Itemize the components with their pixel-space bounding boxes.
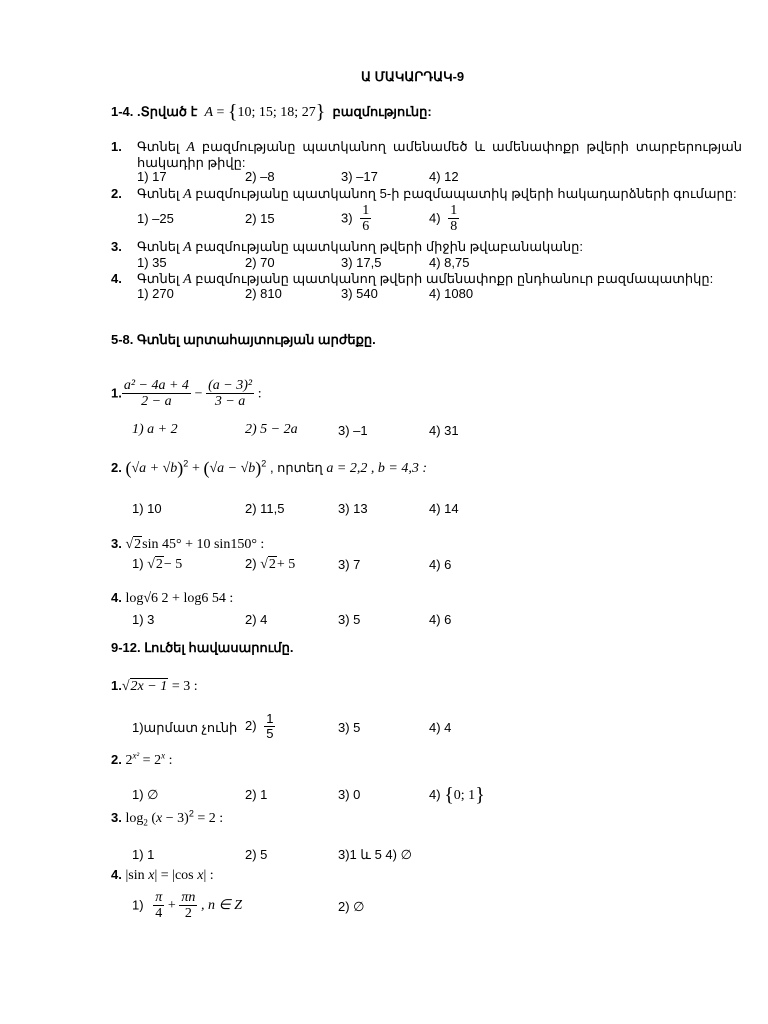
option[interactable]: 1) $\frac{\pi}{4}$ + $\frac{\pi n}{2}$ , n ∈ Z bbox=[132, 890, 242, 922]
question-2-number: 2. bbox=[111, 186, 122, 201]
option[interactable]: 1) 1 bbox=[132, 847, 155, 862]
question-2-text-a: Գտնել bbox=[137, 186, 180, 201]
option[interactable]: 4) 6 bbox=[429, 612, 452, 627]
option[interactable]: 4) 8,75 bbox=[429, 255, 470, 270]
question-number: 4. bbox=[111, 867, 122, 882]
question-4-text: Գտնել A բազմությանը պատկանող թվերի ամենափոքր ընդհանուր բազմապատիկը: bbox=[137, 271, 714, 287]
fraction-denominator: 2 − a bbox=[141, 394, 172, 410]
option-label: 2) 5 − 2a bbox=[245, 422, 298, 437]
fraction-denominator: 3 − a bbox=[214, 394, 246, 410]
option[interactable]: 4) 12 bbox=[429, 169, 459, 184]
option[interactable]: 2) 5 bbox=[245, 847, 268, 862]
fraction-denominator: 5 bbox=[266, 726, 274, 742]
option[interactable] bbox=[429, 203, 459, 235]
question-3-number: 3. bbox=[111, 239, 122, 254]
question-number: 3. bbox=[111, 536, 122, 551]
option-condition: , n ∈ Z bbox=[201, 897, 242, 913]
fraction-numerator: 1 bbox=[362, 203, 370, 218]
option[interactable]: 4) 14 bbox=[429, 501, 459, 516]
question-number: 2. bbox=[111, 459, 122, 475]
option[interactable]: 1) 17 bbox=[137, 169, 167, 184]
option[interactable]: 4) 4 bbox=[429, 720, 452, 735]
question-1-text-a: Գտնել bbox=[137, 139, 180, 154]
option[interactable]: 1) √2− 5 bbox=[132, 556, 183, 572]
option[interactable]: 1) –25 bbox=[137, 211, 174, 226]
option-label: 3) bbox=[341, 210, 353, 226]
question-number: 2. bbox=[111, 752, 122, 767]
question-4-text-b: բազմությանը պատկանող թվերի ամենափոքր ընդհանուր բազմապատիկը: bbox=[195, 271, 714, 286]
expression-end: : bbox=[257, 386, 262, 402]
fraction-numerator: 1 bbox=[266, 711, 274, 726]
option[interactable]: 2) 15 bbox=[245, 211, 275, 226]
expr-question-4 bbox=[111, 591, 233, 607]
expression-part-b: √a − √b bbox=[209, 460, 256, 476]
option[interactable]: 1) ∅ bbox=[132, 787, 159, 802]
fraction-denominator: 6 bbox=[362, 219, 370, 235]
eq-question-2: 2. $2^{x^2} = 2^x$ : bbox=[111, 750, 173, 768]
question-4-number: 4. bbox=[111, 271, 122, 286]
section-2-heading: 5-8. Գտնել արտահայտության արժեքը. bbox=[111, 332, 376, 347]
option[interactable]: 2) ∅ bbox=[338, 899, 365, 914]
option-label: 1) bbox=[132, 897, 144, 913]
option[interactable]: 3) 17,5 bbox=[341, 255, 382, 270]
option[interactable]: 3) –1 bbox=[338, 423, 368, 438]
option[interactable]: 3) 540 bbox=[341, 286, 378, 301]
option[interactable]: 3) 0 bbox=[338, 787, 361, 802]
option-label: 1) a + 2 bbox=[132, 422, 178, 437]
option[interactable]: 1) 3 bbox=[132, 612, 155, 627]
option-label: 2) bbox=[245, 718, 257, 734]
option[interactable]: 3) 13 bbox=[338, 501, 368, 516]
option[interactable]: 1)արմատ չունի bbox=[132, 720, 238, 735]
option-label: 1) bbox=[132, 556, 144, 571]
option[interactable]: 3) –17 bbox=[341, 169, 378, 184]
option[interactable]: 2) 1 bbox=[245, 787, 268, 802]
expression-part-a: √a + √b bbox=[131, 460, 178, 476]
radicand: 2x − 1 bbox=[130, 679, 168, 694]
fraction-numerator: a² − 4a + 4 bbox=[123, 378, 189, 393]
eq-question-1: 1.√2x − 1 = 3 : bbox=[111, 678, 198, 694]
option-label: 4) bbox=[429, 786, 441, 802]
section-1-heading-suffix: բազմությունը: bbox=[332, 103, 432, 119]
question-1-text: Գտնել A բազմությանը պատկանող ամենամեծ և ամենափոքր թվերի տարբերության հակադիր թիվը: bbox=[137, 139, 742, 171]
eq-question-3: 3. $\log_2 (x - 3)^2 = 2$ : bbox=[111, 808, 224, 828]
expr-question-1 bbox=[111, 378, 262, 410]
option-value: − 5 bbox=[163, 557, 183, 572]
question-number: 1. bbox=[111, 678, 122, 693]
section-1-heading: 1-4. .Տրված է A = {10; 15; 18; 27} բազմությունը: bbox=[111, 101, 432, 123]
option[interactable] bbox=[132, 422, 178, 438]
option[interactable]: 2) –8 bbox=[245, 169, 275, 184]
option[interactable]: 3) 5 bbox=[338, 612, 361, 627]
option-value: 0; 1 bbox=[453, 787, 476, 803]
where-text: , որտեղ bbox=[269, 459, 323, 475]
fraction-numerator: π bbox=[155, 890, 163, 905]
question-3-text-b: բազմությանը պատկանող թվերի միջին թվաբանականը: bbox=[195, 239, 583, 254]
fraction-denominator: 2 bbox=[184, 906, 192, 922]
eq-question-4: 4. |sin x| = |cos x| : bbox=[111, 867, 214, 883]
option[interactable] bbox=[245, 712, 275, 742]
option[interactable]: 4) 31 bbox=[429, 423, 459, 438]
section-3-heading: 9-12. Լուծել հավասարումը. bbox=[111, 640, 294, 655]
question-number: 3. bbox=[111, 810, 122, 825]
radicand: 2 bbox=[134, 537, 142, 552]
question-3-text: Գտնել A բազմությանը պատկանող թվերի միջին թվաբանականը: bbox=[137, 239, 583, 255]
page-title: Ա ՄԱԿԱՐԴԱԿ-9 bbox=[361, 69, 465, 84]
option-label: 4) bbox=[429, 210, 441, 226]
question-2-text-b: բազմությանը պատկանող 5-ի բազմապատիկ թվերի հակադարձների գումարը: bbox=[195, 186, 737, 201]
option[interactable]: 2) 810 bbox=[245, 286, 282, 301]
equation-rhs: = 3 : bbox=[171, 679, 198, 694]
option[interactable]: 2) 70 bbox=[245, 255, 275, 270]
fraction-numerator: (a − 3)² bbox=[208, 378, 253, 393]
option[interactable]: 1) 270 bbox=[137, 286, 174, 301]
expression: log√6 2 + log6 54 : bbox=[125, 591, 234, 606]
fraction-numerator: πn bbox=[181, 890, 196, 905]
option[interactable]: 4) {0; 1} bbox=[429, 784, 485, 806]
fraction-denominator: 4 bbox=[155, 906, 163, 922]
option[interactable]: 1) 35 bbox=[137, 255, 167, 270]
question-4-text-a: Գտնել bbox=[137, 271, 180, 286]
minus-sign: − bbox=[194, 386, 203, 402]
option[interactable]: 3) 7 bbox=[338, 557, 361, 572]
option[interactable]: 1) 10 bbox=[132, 501, 162, 516]
section-1-heading-prefix: 1-4. .Տրված է bbox=[111, 103, 198, 119]
fraction-numerator: 1 bbox=[450, 203, 458, 218]
option[interactable]: 2) 11,5 bbox=[245, 501, 285, 516]
expr-question-3: 3. √2sin 45° + 10 sin150° : bbox=[111, 536, 265, 552]
question-number: 4. bbox=[111, 590, 122, 605]
option[interactable]: 3) 5 bbox=[338, 720, 361, 735]
option[interactable]: 4) 6 bbox=[429, 557, 452, 572]
option[interactable]: 2) 4 bbox=[245, 612, 268, 627]
option-label: 2) bbox=[245, 556, 257, 571]
option[interactable]: 2) √2+ 5 bbox=[245, 556, 296, 572]
expression: sin 45° + 10 sin150° : bbox=[142, 537, 265, 552]
question-1-text-b: բազմությանը պատկանող ամենամեծ և ամենափոքր թվերի տարբերության հակադիր թիվը: bbox=[137, 139, 742, 171]
option-value: + 5 bbox=[276, 557, 296, 572]
expr-question-2: 2. $(√a + √b)^2 + (√a - √b)^2$ , որտեղ a = 2,2 , b = 4,3 : bbox=[111, 458, 427, 478]
question-1-number: 1. bbox=[111, 139, 122, 154]
option[interactable] bbox=[341, 203, 371, 235]
option[interactable]: 3)1 և 5 4) ∅ bbox=[338, 847, 412, 862]
fraction-denominator: 8 bbox=[450, 219, 458, 235]
option[interactable] bbox=[245, 422, 298, 438]
question-number: 1. bbox=[111, 385, 122, 401]
variable-values: a = 2,2 , b = 4,3 : bbox=[326, 460, 427, 476]
option[interactable]: 4) 1080 bbox=[429, 286, 474, 301]
set-values: 10; 15; 18; 27 bbox=[237, 104, 316, 120]
question-2-text: Գտնել A բազմությանը պատկանող 5-ի բազմապատիկ թվերի հակադարձների գումարը: bbox=[137, 186, 737, 202]
question-3-text-a: Գտնել bbox=[137, 239, 180, 254]
